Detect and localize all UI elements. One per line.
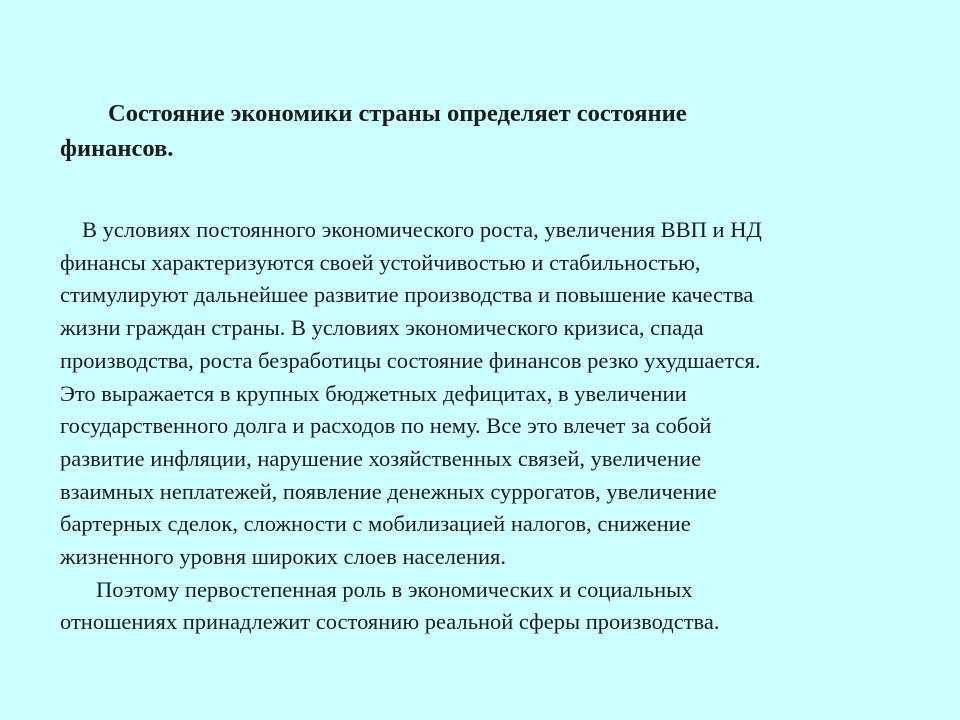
body-line: производства, роста безработицы состояние финансов резко ухудшается.	[60, 347, 761, 373]
body-line: финансы характеризуются своей устойчивостью и стабильностью,	[60, 249, 701, 275]
slide-heading	[60, 96, 900, 166]
body-line: взаимных неплатежей, появление денежных суррогатов, увеличение	[60, 478, 717, 504]
heading-line-2: финансов.	[60, 135, 174, 162]
body-line: Поэтому первостепенная роль в экономических и социальных	[96, 576, 693, 602]
body-paragraphs	[60, 214, 905, 639]
body-line: отношениях принадлежит состоянию реальной сферы производства.	[60, 609, 720, 635]
body-line: Это выражается в крупных бюджетных дефицитах, в увеличении	[60, 380, 687, 406]
body-line: бартерных сделок, сложности с мобилизацией налогов, снижение	[60, 511, 691, 537]
body-line: государственного долга и расходов по нему. Все это влечет за собой	[60, 413, 712, 439]
body-line: стимулируют дальнейшее развитие производства и повышение качества	[60, 282, 754, 308]
body-line: В условиях постоянного экономического роста, увеличения ВВП и НД	[82, 217, 762, 242]
body-line: жизни граждан страны. В условиях экономического кризиса, спада	[60, 315, 704, 341]
heading-line-1: Состояние экономики страны определяет состояние	[108, 100, 687, 127]
body-line: жизненного уровня широких слоев населения.	[60, 544, 507, 570]
body-line: развитие инфляции, нарушение хозяйственных связей, увеличение	[60, 445, 702, 471]
